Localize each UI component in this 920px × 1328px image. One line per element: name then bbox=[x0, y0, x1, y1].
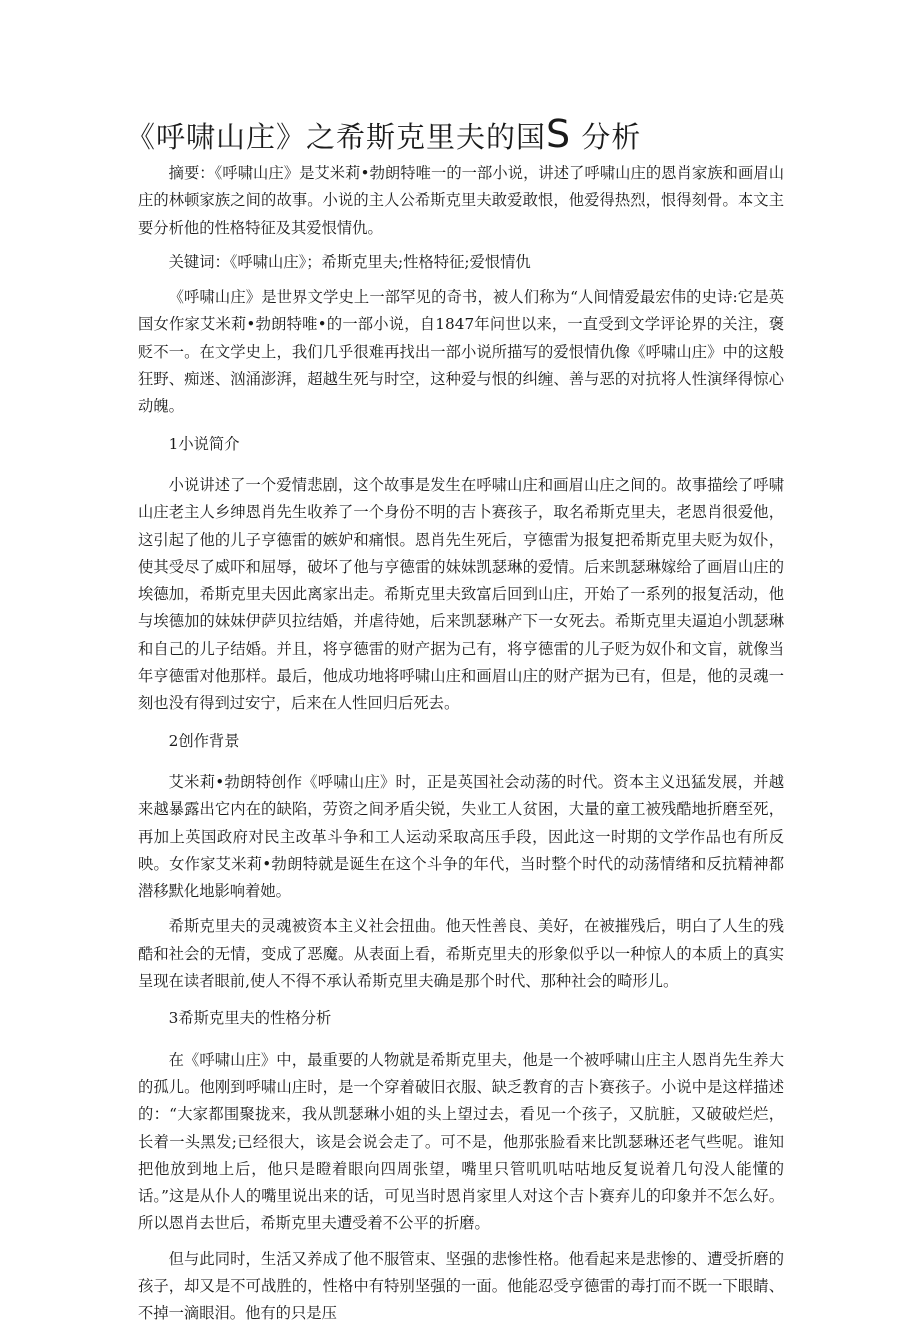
section-heading: 1小说简介 bbox=[168, 434, 240, 453]
title-text: 《呼啸山庄》之希斯克里夫的国 bbox=[126, 120, 547, 154]
title-letter: S bbox=[546, 112, 572, 156]
section-paragraph: 艾米莉•勃朗特创作《呼啸山庄》时，正是英国社会动荡的时代。资本主义迅猛发展，并越来越暴露出它内在的缺陷，劳资之间矛盾尖锐，失业工人贫困，大量的童工被残酷地折磨至死，再加上英国政府对民主改革斗争和工人运动采取高压手段，因此这一时期的文学作品也有所反映。女作家艾米莉•勃朗特就是诞生在这个斗争的年代，当时整个时代的动荡情绪和反抗精神都潜移默化地影响着她。 bbox=[138, 772, 784, 901]
document-title bbox=[126, 112, 641, 156]
document-body bbox=[138, 160, 784, 1328]
keywords-line: 关键词：《呼啸山庄》；希斯克里夫;性格特征;爱恨情仇 bbox=[168, 252, 531, 271]
title-text-end: 分析 bbox=[581, 120, 642, 154]
section-heading: 2创作背景 bbox=[168, 731, 240, 750]
abstract-paragraph: 摘要：《呼啸山庄》是艾米莉•勃朗特唯一的一部小说，讲述了呼啸山庄的恩肖家族和画眉山庄的林顿家族之间的故事。小说的主人公希斯克里夫敢爱敢恨，他爱得热烈，恨得刻骨。本文主要分析他的性格特征及其爱恨情仇。 bbox=[138, 164, 784, 237]
intro-paragraph: 《呼啸山庄》是世界文学史上一部罕见的奇书，被人们称为“人间情爱最宏伟的史诗:它是英国女作家艾米莉•勃朗特唯•的一部小说，自1847年问世以来，一直受到文学评论界的关注，褒贬不一。在文学史上，我们几乎很难再找出一部小说所描写的爱恨情仇像《呼啸山庄》中的这般狂野、痴迷、汹涌澎湃，超越生死与时空，这种爱与恨的纠缠、善与恶的对抗将人性演绎得惊心动魄。 bbox=[138, 288, 784, 416]
section-paragraph: 在《呼啸山庄》中，最重要的人物就是希斯克里夫，他是一个被呼啸山庄主人恩肖先生养大的孤儿。他刚到呼啸山庄时，是一个穿着破旧衣服、缺乏教育的吉卜赛孩子。小说中是这样描述的：“大家都围聚拢来，我从凯瑟琳小姐的头上望过去，看见一个孩子，又肮脏，又破破烂烂，长着一头黑发;已经很大，该是会说会走了。可不是，他那张脸看来比凯瑟琳还老气些呢。谁知把他放到地上后，他只是瞪着眼向四周张望，嘴里只管叽叽咕咕地反复说着几句没人能懂的话。”这是从仆人的嘴里说出来的话，可见当时恩肖家里人对这个吉卜赛弃儿的印象并不怎么好。所以恩肖去世后，希斯克里夫遭受着不公平的折磨。 bbox=[138, 1050, 784, 1233]
section-heading: 3希斯克里夫的性格分析 bbox=[168, 1009, 332, 1028]
section-paragraph: 小说讲述了一个爱情悲剧，这个故事是发生在呼啸山庄和画眉山庄之间的。故事描绘了呼啸山庄老主人乡绅恩肖先生收养了一个身份不明的吉卜赛孩子，取名希斯克里夫，老恩肖很爱他，这引起了他的儿子亨德雷的嫉妒和痛恨。恩肖先生死后，亨德雷为报复把希斯克里夫贬为奴仆，使其受尽了威吓和屈辱，破坏了他与亨德雷的妹妹凯瑟琳的爱情。后来凯瑟琳嫁给了画眉山庄的埃德加，希斯克里夫因此离家出走。希斯克里夫致富后回到山庄，开始了一系列的报复活动，他与埃德加的妹妹伊萨贝拉结婚，并虐待她，后来凯瑟琳产下一女死去。希斯克里夫逼迫小凯瑟琳和自己的儿子结婚。并且，将亨德雷的财产据为己有，将亨德雷的儿子贬为奴仆和文盲，就像当年亨德雷对他那样。最后，他成功地将呼啸山庄和画眉山庄的财产据为已有，但是，他的灵魂一刻也没有得到过安宁，后来在人性回归后死去。 bbox=[138, 475, 784, 713]
section-paragraph: 希斯克里夫的灵魂被资本主义社会扭曲。他天性善良、美好，在被摧残后，明白了人生的残酷和社会的无情，变成了恶魔。从表面上看，希斯克里夫的形象似乎以一种惊人的本质上的真实呈现在读者眼前,使人不得不承认希斯克里夫确是那个时代、那种社会的畸形儿。 bbox=[138, 917, 784, 991]
section-paragraph: 但与此同时，生活又养成了他不服管束、坚强的悲惨性格。他看起来是悲惨的、遭受折磨的孩子，却又是不可战胜的，性格中有特别坚强的一面。他能忍受亨德雷的毒打而不既一下眼睛、不掉一滴眼泪。他有的只是压 bbox=[138, 1249, 784, 1323]
